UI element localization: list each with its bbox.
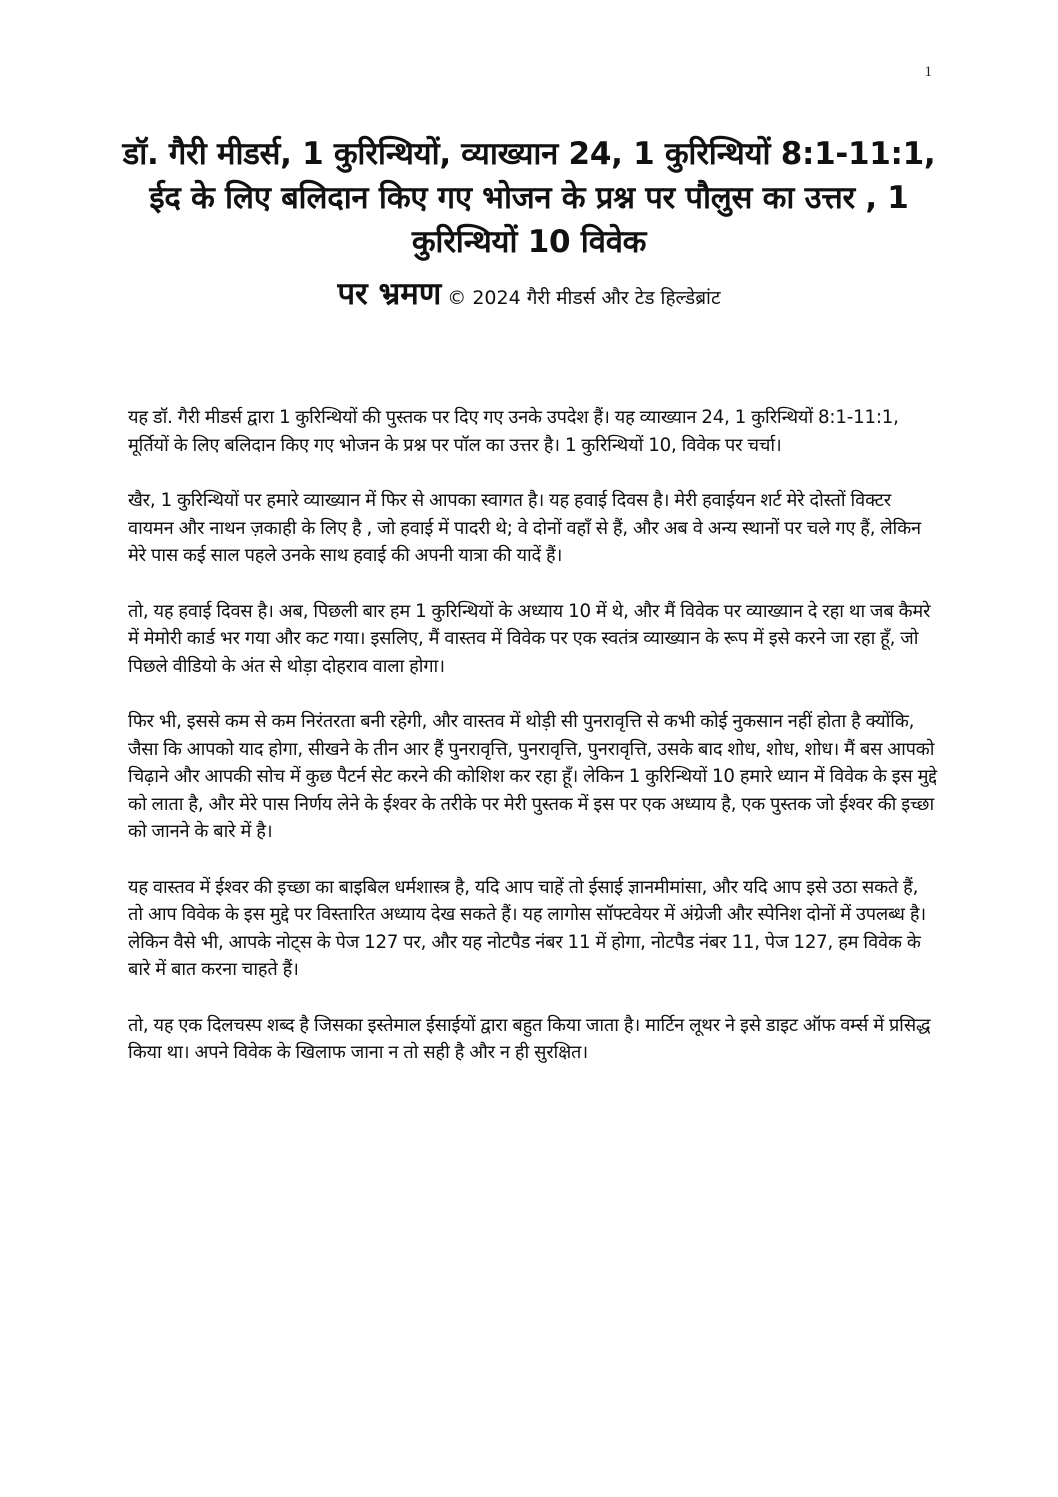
title-tail-bold: पर भ्रमण	[337, 276, 442, 312]
title-tail-line	[120, 274, 938, 319]
document-body	[128, 404, 938, 1095]
page-number: 1	[924, 64, 932, 80]
paragraph-2: खैर, 1 कुरिन्थियों पर हमारे व्याख्यान में फिर से आपका स्वागत है। यह हवाई दिवस है। मेरी हवाईयन शर्ट मेरे दोस्तों विक्टर वायमन और नाथन ज़काही के लिए है , जो हवाई में पादरी थे; वे दोनों वहाँ से हैं, और अब वे अन्य स्थानों पर चले गए हैं, लेकिन मेरे पास कई साल पहले उनके साथ हवाई की अपनी यात्रा की यादें हैं।	[128, 490, 921, 566]
paragraph-4: फिर भी, इससे कम से कम निरंतरता बनी रहेगी, और वास्तव में थोड़ी सी पुनरावृत्ति से कभी कोई नुकसान नहीं होता है क्योंकि, जैसा कि आपको याद होगा, सीखने के तीन आर हैं पुनरावृत्ति, पुनरावृत्ति, पुनरावृत्ति, उसके बाद शोध, शोध, शोध। मैं बस आपको चिढ़ाने और आपकी सोच में कुछ पैटर्न सेट करने की कोशिश कर रहा हूँ। लेकिन 1 कुरिन्थियों 10 हमारे ध्यान में विवेक के इस मुद्दे को लाता है, और मेरे पास निर्णय लेने के ईश्वर के तरीके पर मेरी पुस्तक में इस पर एक अध्याय है, एक पुस्तक जो ईश्वर की इच्छा को जानने के बारे में है।	[128, 711, 937, 842]
title-block	[120, 132, 938, 319]
paragraph-3: तो, यह हवाई दिवस है। अब, पिछली बार हम 1 कुरिन्थियों के अध्याय 10 में थे, और मैं विवेक पर व्याख्यान दे रहा था जब कैमरे में मेमोरी कार्ड भर गया और कट गया। इसलिए, मैं वास्तव में विवेक पर एक स्वतंत्र व्याख्यान के रूप में इसे करने जा रहा हूँ, जो पिछले वीडियो के अंत से थोड़ा दोहराव वाला होगा।	[128, 600, 931, 677]
document-title: डॉ. गैरी मीडर्स, 1 कुरिन्थियों, व्याख्यान 24, 1 कुरिन्थियों 8:1-11:1, ईद के लिए बलिदान किए गए भोजन के प्रश्न पर पौलुस का उत्तर , 1 कुरिन्थियों 10 विवेक	[122, 136, 936, 260]
paragraph-5: यह वास्तव में ईश्वर की इच्छा का बाइबिल धर्मशास्त्र है, यदि आप चाहें तो ईसाई ज्ञानमीमांसा, और यदि आप इसे उठा सकते हैं, तो आप विवेक के इस मुद्दे पर विस्तारित अध्याय देख सकते हैं। यह लागोस सॉफ्टवेयर में अंग्रेजी और स्पेनिश दोनों में उपलब्ध है। लेकिन वैसे भी, आपके नोट्स के पेज 127 पर, और यह नोटपैड नंबर 11 में होगा, नोटपैड नंबर 11, पेज 127, हम विवेक के बारे में बात करना चाहते हैं।	[128, 876, 926, 980]
paragraph-1: यह डॉ. गैरी मीडर्स द्वारा 1 कुरिन्थियों की पुस्तक पर दिए गए उनके उपदेश हैं। यह व्याख्यान 24, 1 कुरिन्थियों 8:1-11:1, मूर्तियों के लिए बलिदान किए गए भोजन के प्रश्न पर पॉल का उत्तर है। 1 कुरिन्थियों 10, विवेक पर चर्चा।	[128, 407, 899, 456]
copyright-notice: © 2024 गैरी मीडर्स और टेड हिल्डेब्रांट	[441, 287, 721, 309]
paragraph-6: तो, यह एक दिलचस्प शब्द है जिसका इस्तेमाल ईसाईयों द्वारा बहुत किया जाता है। मार्टिन लूथर ने इसे डाइट ऑफ वर्म्स में प्रसिद्ध किया था। अपने विवेक के खिलाफ जाना न तो सही है और न ही सुरक्षित।	[128, 1014, 931, 1063]
